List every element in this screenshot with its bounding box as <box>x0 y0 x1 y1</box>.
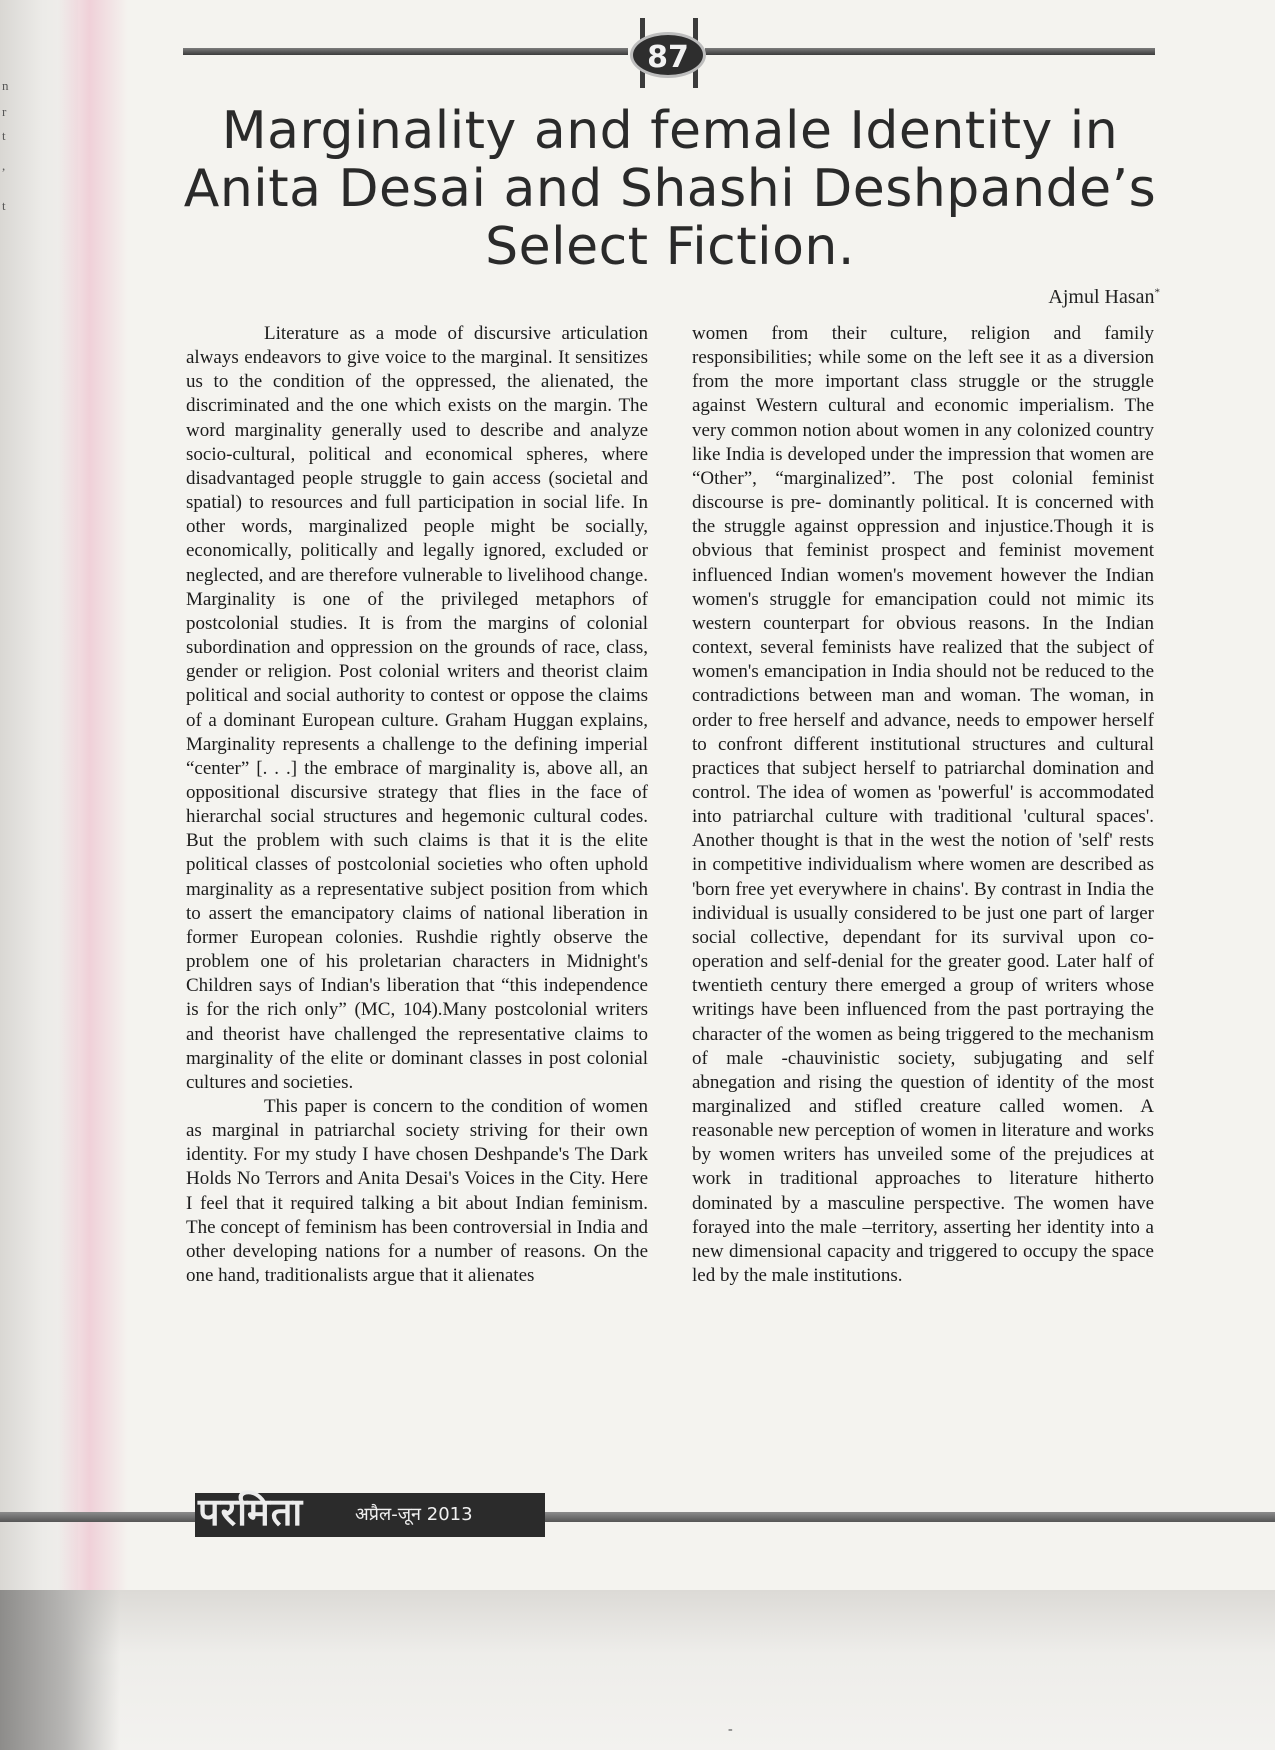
author-name: Ajmul Hasan <box>1048 286 1155 308</box>
margin-char: t <box>2 128 6 143</box>
margin-char: , <box>2 158 6 173</box>
page-bottom-margin <box>0 1590 1275 1750</box>
margin-char: r <box>2 104 7 119</box>
header-rule-left <box>183 48 628 55</box>
header-rule-right <box>705 48 1155 55</box>
article-title: Marginality and female Identity in Anita Desai and Shashi Deshpande’s Select Fiction. <box>183 101 1157 277</box>
paragraph: Literature as a mode of discursive articulation always endeavors to give voice to the marginal. It sensitizes us to the condition of the oppressed, the alienated, the discriminated and the one which exists on the margin. The word marginality generally used to describe and analyze socio-cultural, political and economical spheres, where disadvantaged people struggle to gain access (societal and spatial) to resources and full participation in social life. In other words, marginalized people might be socially, economically, politically and legally ignored, excluded or neglected, and are therefore vulnerable to livelihood change. Marginality is one of the privileged metaphors of postcolonial studies. It is from the margins of colonial subordination and oppression on the grounds of race, class, gender or religion. Post colonial writers and theorist claim political and social authority to contest or oppose the claims of a dominant European culture. Graham Huggan explains, Marginality represents a challenge to the defining imperial “center” [. . .] the embrace of marginality is, above all, an oppositional discursive strategy that flies in the face of hierarchal social structures and hegemonic cultural codes. But the problem with such claims is that it is the elite political classes of postcolonial societies who often uphold marginality as a representative subject position from which to assert the emancipatory claims of national liberation in former European colonies. Rushdie rightly observe the problem one of his proletarian characters in Midnight's Children says of Indian's liberation that “this independence is for the rich only” (MC, 104).Many postcolonial writers and theorist have challenged the representative claims to marginality of the elite or dominant classes in post colonial cultures and societies. <box>186 323 648 1093</box>
scan-mark: - <box>728 1722 733 1737</box>
author-byline <box>960 286 1160 309</box>
issue-date: अप्रैल-जून 2013 <box>355 1504 473 1525</box>
page-corner-shadow <box>0 1590 120 1750</box>
author-footnote-mark: * <box>1154 286 1160 299</box>
paragraph: This paper is concern to the condition of women as marginal in patriarchal society striving for their own identity. For my study I have chosen Deshpande's The Dark Holds No Terrors and Anita Desai's Voices in the City. Here I feel that it required talking a bit about Indian feminism. The concept of feminism has been controversial in India and other developing nations for a number of reasons. On the one hand, traditionalists argue that it alienates <box>186 1096 648 1287</box>
margin-char: n <box>2 78 9 93</box>
left-column <box>186 322 648 1288</box>
footer-rule <box>0 1512 1275 1522</box>
right-column <box>692 322 1154 1288</box>
margin-char: t <box>2 198 6 213</box>
page-number: 87 <box>630 32 706 78</box>
page-edge-tint <box>58 0 128 1590</box>
paragraph: women from their culture, religion and family responsibilities; while some on the left see it as a diversion from the more important class struggle or the struggle against Western cultural and economic imperialism. The very common notion about women in any colonized country like India is developed under the impression that women are “Other”, “marginalized”. The post colonial feminist discourse is pre- dominantly political. It is concerned with the struggle against oppression and injustice.Though it is obvious that feminist prospect and feminist movement influenced Indian women's movement however the Indian women's struggle for emancipation could not mimic its western counterpart for obvious reasons. In the Indian context, several feminists have realized that the subject of women's emancipation in India should not be reduced to the contradictions between man and woman. The woman, in order to free herself and advance, needs to empower herself to confront different institutional structures and cultural practices that subject herself to patriarchal domination and control. The idea of women as 'powerful' is accommodated into patriarchal culture with traditional 'cultural spaces'. Another thought is that in the west the notion of 'self' rests in competitive individualism where women are described as 'born free yet everywhere in chains'. By contrast in India the individual is usually considered to be just one part of larger social collective, dependant for its survival upon co-operation and self-denial for the greater good. Later half of twentieth century there emerged a group of writers whose writings have been influenced from the past portraying the character of the women as being triggered to the mechanism of male -chauvinistic society, subjugating and self abnegation and rising the question of identity of the most marginalized and stifled creature called women. A reasonable new perception of women in literature and works by women writers has unveiled some of the prejudices at work in traditional approaches to literature hitherto dominated by a masculine perspective. The women have forayed into the male –territory, asserting her identity into a new dimensional capacity and triggered to occupy the space led by the male institutions. <box>692 323 1154 1287</box>
journal-logo: परमिता <box>198 1490 304 1534</box>
